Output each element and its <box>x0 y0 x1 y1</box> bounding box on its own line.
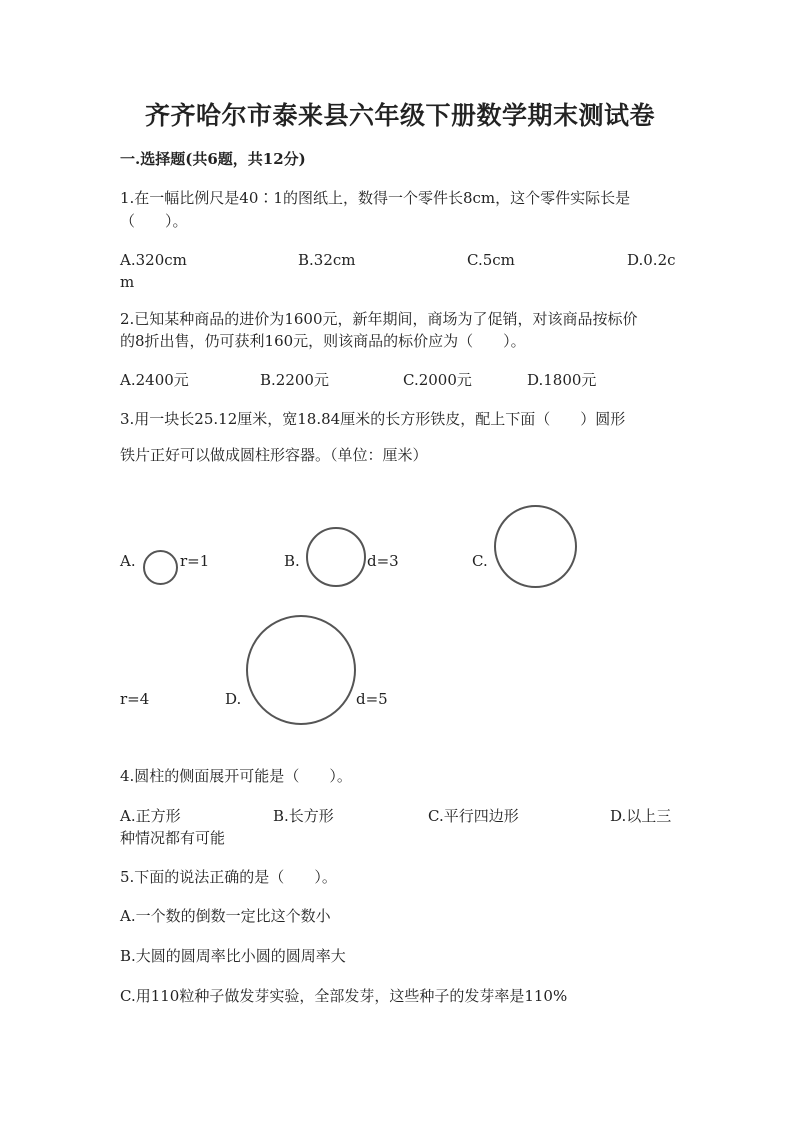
q1-option-d: D.0.2c <box>627 251 676 269</box>
q5-option-a: A.一个数的倒数一定比这个数小 <box>120 907 331 925</box>
q4-option-d-wrap: 种情况都有可能 <box>120 829 226 847</box>
q3-option-b: B. <box>284 552 300 570</box>
q1-stem-line2: （ ）。 <box>120 212 188 230</box>
q3-label-b: d=3 <box>367 552 399 570</box>
q3-option-d: D. <box>225 690 242 708</box>
q3-option-a: A. <box>120 552 136 570</box>
circle-b-shape <box>306 527 366 587</box>
q4-stem: 4.圆柱的侧面展开可能是（ ）。 <box>120 767 352 785</box>
q3-stem-line2: 铁片正好可以做成圆柱形容器。（单位：厘米） <box>120 446 428 464</box>
q5-option-b: B.大圆的圆周率比小圆的圆周率大 <box>120 947 346 965</box>
section-heading: 一.选择题(共6题，共12分) <box>120 150 306 168</box>
q1-stem-line1: 1.在一幅比例尺是40∶1的图纸上，数得一个零件长8cm，这个零件实际长是 <box>120 189 631 207</box>
q3-stem-line1: 3.用一块长25.12厘米，宽18.84厘米的长方形铁皮，配上下面（ ）圆形 <box>120 410 626 428</box>
q4-option-d: D.以上三 <box>610 807 672 825</box>
q2-option-a: A.2400元 <box>120 371 189 389</box>
q3-label-a: r=1 <box>180 552 210 570</box>
q1-option-b: B.32cm <box>298 251 356 269</box>
circle-a-shape <box>143 550 178 585</box>
page-title: 齐齐哈尔市泰来县六年级下册数学期末测试卷 <box>144 101 655 130</box>
circle-c-shape <box>494 505 577 588</box>
circle-d-shape <box>246 615 356 725</box>
q1-option-d-wrap: m <box>120 273 135 291</box>
q1-option-a: A.320cm <box>120 251 187 269</box>
q2-option-d: D.1800元 <box>527 371 597 389</box>
q3-option-c: C. <box>472 552 488 570</box>
q2-stem-line1: 2.已知某种商品的进价为1600元，新年期间，商场为了促销，对该商品按标价 <box>120 310 638 328</box>
q3-label-c: r=4 <box>120 690 150 708</box>
q5-stem: 5.下面的说法正确的是（ ）。 <box>120 868 337 886</box>
q1-option-c: C.5cm <box>467 251 515 269</box>
q4-option-c: C.平行四边形 <box>428 807 519 825</box>
q2-option-b: B.2200元 <box>260 371 329 389</box>
q4-option-a: A.正方形 <box>120 807 181 825</box>
q2-option-c: C.2000元 <box>403 371 472 389</box>
q5-option-c: C.用110粒种子做发芽实验，全部发芽，这些种子的发芽率是110% <box>120 987 568 1005</box>
q4-option-b: B.长方形 <box>273 807 334 825</box>
q2-stem-line2: 的8折出售，仍可获利160元，则该商品的标价应为（ ）。 <box>120 332 526 350</box>
q3-label-d: d=5 <box>356 690 388 708</box>
